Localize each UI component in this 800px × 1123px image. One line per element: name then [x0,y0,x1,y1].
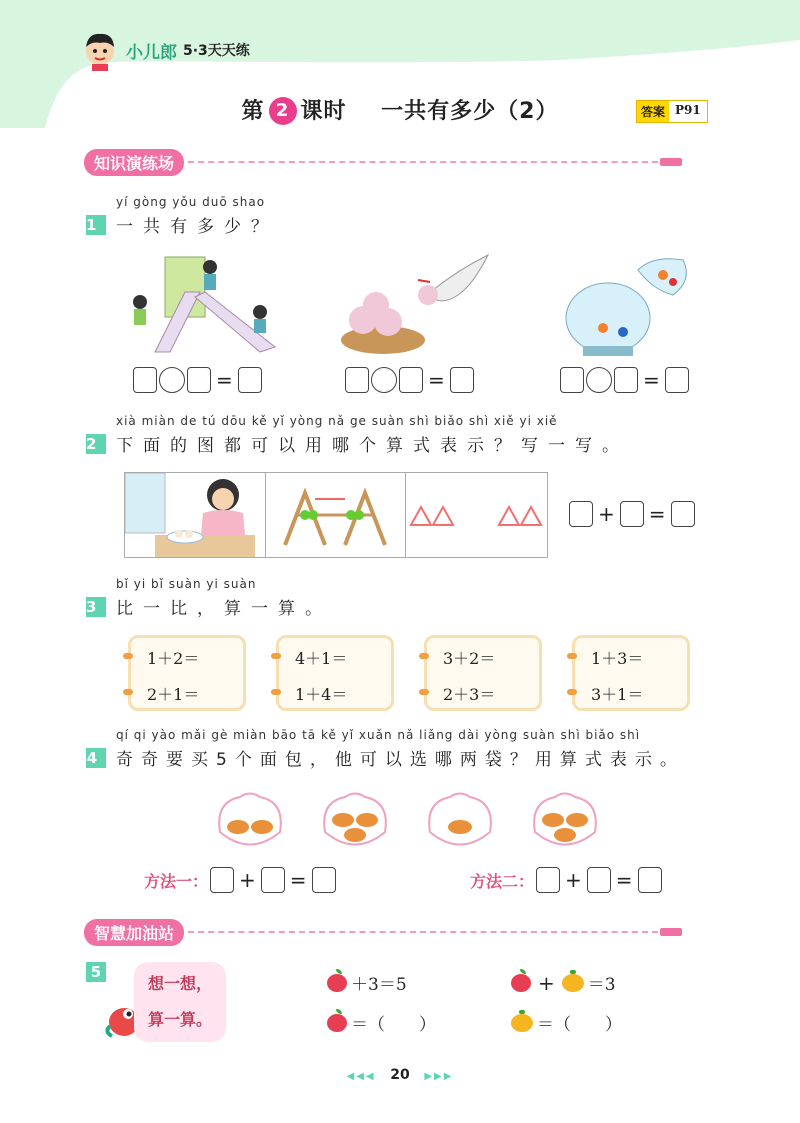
q1-answer-formula-3 [560,367,689,393]
bubble-line: 算一算。 [148,1010,213,1029]
card-line: 2＋1＝ [147,685,200,704]
boy-mascot-icon [80,29,120,71]
equation-text: ＋3＝5 [351,975,407,995]
answer-box[interactable] [569,501,593,527]
bubble-line: 想一想， [148,974,213,993]
answer-box[interactable] [620,501,644,527]
card-hook [419,653,429,659]
playground-slide-illustration [125,252,285,357]
lesson-number: 2 [269,97,297,125]
section-label: 知识演练场 [84,149,184,176]
answer-box[interactable] [536,867,560,893]
orange-icon [511,1014,533,1032]
equation-text[interactable]: ＝（ ） [351,1015,436,1035]
question-number: 4 [86,748,106,767]
answer-box[interactable] [671,501,695,527]
question-text: 下面的图都可以用哪个算式表示？写一写。 [116,436,629,456]
apple-icon [327,1014,347,1032]
section-label: 智慧加油站 [84,919,184,946]
method-two-label: 方法二： [470,871,535,891]
compute-card [572,635,690,711]
card-line: 3＋2＝ [443,649,496,668]
section-divider [188,161,658,163]
triangles-illustration [409,503,543,527]
q3-question [86,594,332,619]
q4-pinyin: qí qi yào mǎi gè miàn bāo tā kě yǐ xuǎn nǎ liǎng dài yòng suàn shì biǎo shì [116,728,641,742]
q2-picture-panel [124,472,548,558]
answer-box[interactable] [238,367,262,393]
left-arrows-icon: ◀◀◀ [346,1071,376,1082]
mother-dumplings-illustration [125,473,265,557]
card-hook [419,689,429,695]
pencil-icon [660,158,682,166]
think-speech-bubble [134,962,226,1042]
question-number: 3 [86,597,107,616]
q5-equation-4 [511,1010,622,1035]
operator-circle[interactable] [586,367,612,393]
pencil-icon [660,928,682,936]
abacus-illustration [275,485,395,547]
card-line: 1＋3＝ [591,649,644,668]
equation-text[interactable]: ＝（ ） [537,1015,622,1035]
card-hook [271,653,281,659]
answer-box[interactable] [261,867,285,893]
q1-question [86,212,278,237]
card-line: 3＋1＝ [591,685,644,704]
bread-bag [429,794,491,845]
plus-sign: + [239,868,256,892]
card-hook [567,653,577,659]
panel-divider [405,473,406,557]
compute-card [276,635,394,711]
answer-box[interactable] [399,367,423,393]
bread-bags-illustration [210,782,690,862]
title-suffix: 课时 [300,99,347,124]
series-logo [80,30,250,70]
section-divider [188,931,658,933]
card-line: 4＋1＝ [295,649,348,668]
equals-sign: = [428,368,445,392]
compute-card [424,635,542,711]
title-topic: 一共有多少（2） [381,99,559,124]
card-line: 2＋3＝ [443,685,496,704]
fishbowl-illustration [563,250,703,358]
compute-card [128,635,246,711]
bread-bag [219,794,281,845]
equals-sign: = [615,868,633,892]
answer-box[interactable] [312,867,336,893]
question-text: 一共有多少？ [116,217,278,237]
operator-circle[interactable] [159,367,185,393]
bread-bag [534,794,596,845]
question-number: 2 [86,434,107,453]
section-header-challenge [84,919,682,945]
q5-equation-1 [327,970,407,995]
answer-label: 答案 [637,101,669,122]
equals-sign: = [289,868,307,892]
card-hook [123,653,133,659]
stork-bags-illustration [338,250,493,358]
q1-pinyin: yí gòng yǒu duō shao [116,195,266,209]
question-text: 比一比，算一算。 [116,599,332,619]
title-prefix: 第 [241,99,265,124]
q1-answer-formula-2 [345,367,474,393]
apple-icon [327,974,347,992]
section-header-practice [84,149,682,175]
q5-equation-2 [511,970,616,995]
q4-method-one [144,867,336,893]
answer-box[interactable] [587,867,611,893]
q3-pinyin: bǐ yi bǐ suàn yi suàn [116,577,257,591]
answer-box[interactable] [210,867,234,893]
answer-box[interactable] [187,367,211,393]
apple-icon [511,974,531,992]
method-one-label: 方法一： [144,871,209,891]
card-hook [567,689,577,695]
orange-icon [562,974,584,992]
q5-question [86,962,116,982]
q2-question [86,431,629,456]
q4-question [86,745,685,770]
equals-sign: = [216,368,233,392]
card-hook [271,689,281,695]
answer-box[interactable] [560,367,584,393]
answer-reference [636,100,708,123]
series-name: 5·3天天练 [183,43,250,59]
card-hook [123,689,133,695]
equation-text: ＝3 [587,975,616,995]
answer-box[interactable] [345,367,369,393]
q1-answer-formula-1 [133,367,262,393]
question-text: 奇奇要买5个面包，他可以选哪两袋？用算式表示。 [116,750,685,770]
right-arrows-icon: ▶▶▶ [424,1071,454,1082]
plus-sign: + [538,970,555,995]
bread-bag [324,794,386,845]
answer-box[interactable] [133,367,157,393]
page-number: 20 [390,1067,410,1083]
answer-box[interactable] [665,367,689,393]
answer-box[interactable] [638,867,662,893]
q4-method-two [470,867,662,893]
answer-box[interactable] [450,367,474,393]
equals-sign: = [648,502,666,526]
plus-sign: + [598,502,615,526]
brand-name: 小儿郎 [126,42,177,63]
answer-page: P91 [675,103,701,117]
page-footer [0,1067,800,1083]
q2-pinyin: xià miàn de tú dōu kě yǐ yòng nǎ ge suàn shì biǎo shì xiě yi xiě [116,414,558,428]
panel-divider [265,473,266,557]
question-number: 1 [86,215,107,234]
card-line: 1＋4＝ [295,685,348,704]
equals-sign: = [643,368,660,392]
card-line: 1＋2＝ [147,649,200,668]
operator-circle[interactable] [371,367,397,393]
q2-answer-formula [569,501,695,527]
q5-equation-3 [327,1010,436,1035]
plus-sign: + [565,868,582,892]
question-number: 5 [86,962,106,982]
answer-box[interactable] [614,367,638,393]
